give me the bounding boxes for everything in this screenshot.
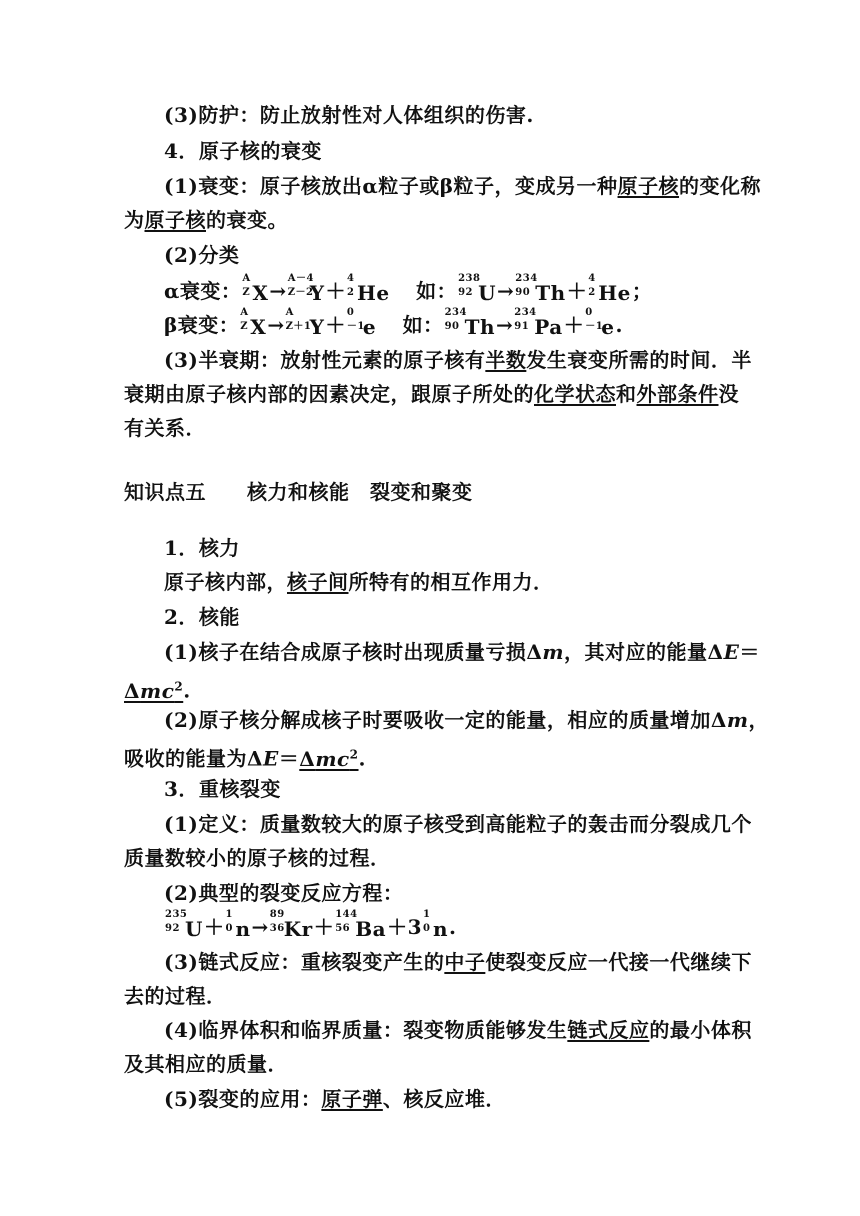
equation-fission: 235 92 U＋ 1 0 n→ 89 36 Kr＋ 144 56 Ba＋3 1 0 n.	[165, 908, 457, 941]
element-symbol: U	[478, 280, 497, 305]
mass-number: 0	[346, 306, 355, 318]
paragraph-applications: (5)裂变的应用：原子弹、核反应堆．	[164, 1087, 506, 1111]
atomic-number: 2	[588, 286, 596, 298]
paragraph-classification: (2)分类	[164, 243, 240, 267]
mass-number: 238	[458, 272, 481, 284]
mass-number: A	[285, 306, 294, 318]
atomic-number: Z	[242, 286, 251, 298]
atomic-number: 0	[225, 922, 233, 934]
mass-number: A－4	[287, 272, 314, 284]
paragraph-half-life-1: (3)半衰期：放射性元素的原子核有半数发生衰变所需的时间．半	[164, 348, 752, 372]
mass-number: 4	[588, 272, 596, 284]
paragraph-mass-defect-1: (1)核子在结合成原子核时出现质量亏损Δm，其对应的能量ΔE＝	[164, 640, 760, 664]
element-symbol: n	[235, 916, 251, 941]
mass-number: 234	[514, 306, 537, 318]
mass-number: 0	[585, 306, 593, 318]
mass-number: 144	[335, 908, 358, 920]
mass-number: 1	[225, 908, 233, 920]
element-symbol: n	[432, 916, 449, 941]
mass-number: A	[242, 272, 251, 284]
heading-nuclear-energy: 2．核能	[164, 605, 240, 629]
element-symbol: Ba	[355, 916, 387, 941]
element-symbol: U	[185, 916, 203, 941]
element-symbol: Th	[464, 314, 495, 339]
mass-number: A	[240, 306, 249, 318]
atomic-number: 92	[165, 922, 180, 934]
element-symbol: Pa	[534, 314, 563, 339]
atomic-number: Z＋1	[285, 320, 312, 332]
element-symbol: e	[601, 314, 615, 339]
isotope-neutron-3	[422, 908, 449, 943]
mass-number: 234	[444, 306, 467, 318]
element-symbol: He	[356, 280, 390, 305]
paragraph-half-life-2: 衰期由原子核内部的因素决定，跟原子所处的化学状态和外部条件没	[124, 382, 739, 406]
paragraph-decay-def-2: 为原子核的衰变。	[124, 208, 288, 232]
atomic-number: Z	[240, 320, 249, 332]
paragraph-critical-1: (4)临界体积和临界质量：裂变物质能够发生链式反应的最小体积	[164, 1018, 752, 1042]
paragraph-binding-2: 吸收的能量为ΔE＝Δmc$^2$.	[124, 746, 366, 771]
element-symbol: He	[598, 280, 631, 305]
mass-number: 89	[269, 908, 285, 920]
heading-nuclear-force: 1．核力	[164, 536, 240, 560]
atomic-number: 91	[514, 320, 530, 332]
paragraph-chain-2: 去的过程．	[124, 984, 227, 1008]
atomic-number: 56	[335, 922, 351, 934]
element-symbol: X	[250, 314, 267, 339]
paragraph-binding-1: (2)原子核分解成核子时要吸收一定的能量，相应的质量增加Δm，	[164, 708, 770, 732]
atomic-number: －1	[346, 320, 365, 332]
heading-decay: 4．原子核的衰变	[164, 139, 322, 163]
isotope-U235	[165, 908, 203, 943]
isotope-AZX-2	[240, 306, 267, 341]
atomic-number: 0	[422, 922, 431, 934]
atomic-number: 92	[458, 286, 473, 298]
isotope-Y	[287, 272, 325, 307]
isotope-Th234-b	[444, 306, 495, 341]
isotope-Y-beta	[285, 306, 325, 341]
element-symbol: Y	[309, 280, 325, 305]
paragraph-fission-def-2: 质量数较小的原子核的过程．	[124, 846, 391, 870]
isotope-Pa234	[514, 306, 563, 341]
equation-alpha-decay: α衰变： A Z X→ A－4 Z－2 Y＋ 4 2 He 如： 238 92 U→ 234 90 Th＋ 4 2 He；	[164, 272, 653, 305]
atomic-number: 36	[269, 922, 285, 934]
isotope-He	[346, 272, 390, 307]
isotope-AZX	[242, 272, 269, 307]
element-symbol: e	[362, 314, 377, 339]
element-symbol: Th	[535, 280, 566, 305]
paragraph-chain-1: (3)链式反应：重核裂变产生的中子使裂变反应一代接一代继续下	[164, 950, 752, 974]
isotope-electron-2	[585, 306, 615, 341]
isotope-U238	[458, 272, 497, 307]
paragraph-critical-2: 及其相应的质量．	[124, 1052, 288, 1076]
isotope-Th234	[515, 272, 566, 307]
isotope-neutron	[225, 908, 251, 943]
paragraph-protection: (3)防护：防止放射性对人体组织的伤害.	[164, 103, 534, 127]
equation-beta-decay: β衰变： A Z X→ A Z＋1 Y＋ 0 －1 e 如： 234 90 Th→ 234 91 Pa＋ 0 －1 e.	[164, 306, 623, 339]
atomic-number: 90	[444, 320, 460, 332]
mass-number: 234	[515, 272, 538, 284]
isotope-Kr89	[269, 908, 313, 943]
mass-number: 4	[346, 272, 355, 284]
section-title: 知识点五 核力和核能 裂变和聚变	[124, 480, 473, 504]
atomic-number: 2	[346, 286, 355, 298]
mass-number: 235	[165, 908, 188, 920]
element-symbol: Kr	[283, 916, 313, 941]
atomic-number: Z－2	[287, 286, 314, 298]
atomic-number: 90	[515, 286, 531, 298]
paragraph-mass-defect-2: Δmc$^2$.	[124, 678, 191, 703]
paragraph-half-life-3: 有关系．	[124, 416, 206, 440]
isotope-Ba144	[335, 908, 387, 943]
element-symbol: Y	[309, 314, 325, 339]
element-symbol: X	[252, 280, 269, 305]
paragraph-fission-def-1: (1)定义：质量数较大的原子核受到高能粒子的轰击而分裂成几个	[164, 812, 752, 836]
paragraph-fission-eq-label: (2)典型的裂变反应方程：	[164, 881, 404, 905]
paragraph-decay-def-1: (1)衰变：原子核放出α粒子或β粒子，变成另一种原子核的变化称	[164, 174, 762, 198]
atomic-number: －1	[585, 320, 604, 332]
heading-fission: 3．重核裂变	[164, 777, 281, 801]
isotope-electron	[346, 306, 377, 341]
paragraph-nuclear-force: 原子核内部，核子间所特有的相互作用力．	[164, 570, 554, 594]
mass-number: 1	[422, 908, 431, 920]
isotope-He4	[588, 272, 631, 307]
